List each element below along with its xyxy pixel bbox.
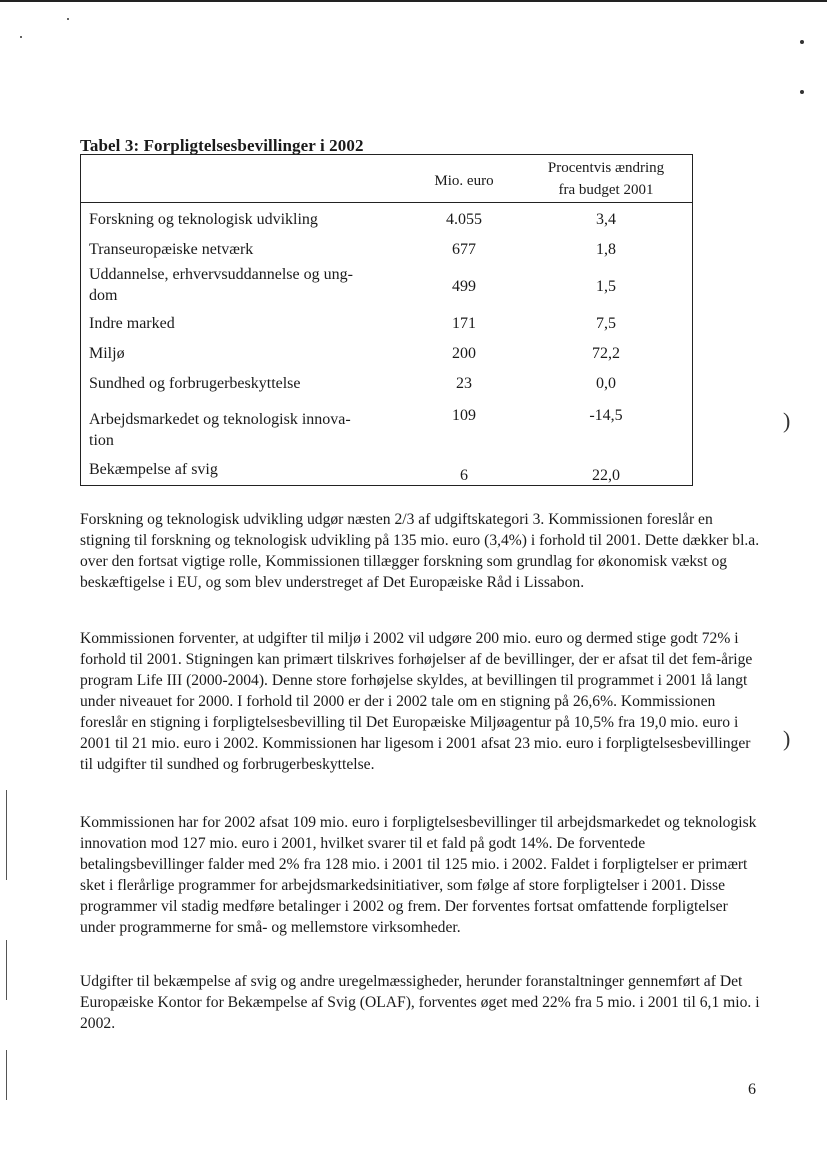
scan-edge-line bbox=[6, 790, 7, 880]
scan-speck bbox=[800, 40, 804, 44]
row-label: Indre marked bbox=[89, 315, 175, 332]
row-label: Forskning og teknologisk udvikling bbox=[89, 211, 318, 228]
scan-speck bbox=[67, 18, 69, 20]
table-row bbox=[81, 313, 692, 337]
paragraph-labour-market: Kommissionen har for 2002 afsat 109 mio. euro i forpligtelsesbevillinger til arbejdsmarkedet og teknologisk innovation mod 127 mio. euro i 2001, hvilket svarer til et fald på godt 14%. De forventede betalingsbevillinger falder med 2% fra 128 mio. i 2001 til 125 mio. i 2002. Faldet i forpligtelser er primært sket i flerårlige programmer for arbejdsmarkedsinitiativer, som følge af store forpligtelser i 2001. Disse programmer vil stadig medføre betalinger i 2002 og frem. Der forventes fortsat omfattende forpligtelser under programmerne for små- og mellemstore virksomheder. bbox=[80, 814, 757, 936]
header-percent-line1: Procentvis ændring bbox=[547, 160, 665, 176]
row-label bbox=[89, 409, 389, 451]
table-row bbox=[81, 239, 692, 263]
scan-edge-line bbox=[6, 1050, 7, 1100]
row-label-line1: Uddannelse, erhvervsuddannelse og ung- bbox=[89, 266, 353, 283]
row-pct: 1,5 bbox=[596, 278, 616, 295]
row-label-line1: Arbejdsmarkedet og teknologisk innova- bbox=[89, 411, 351, 428]
row-mio: 499 bbox=[452, 278, 476, 295]
top-rule bbox=[0, 0, 827, 2]
table-row bbox=[81, 373, 692, 397]
scan-edge-line bbox=[6, 940, 7, 1000]
row-mio: 677 bbox=[452, 241, 476, 258]
page-number: 6 bbox=[748, 1081, 756, 1098]
commitments-table bbox=[80, 154, 693, 486]
row-pct: 3,4 bbox=[596, 211, 616, 228]
paragraph-research: Forskning og teknologisk udvikling udgør næsten 2/3 af udgiftskategori 3. Kommissionen foreslår en stigning til forskning og teknologisk udvikling på 135 mio. euro (3,4%) i forhold til 2001. Dette dækker bl.a. over den fortsat vigtige rolle, Kommissionen tillægger forskning som grundlag for økonomisk vækst og beskæftigelse i EU, og som blev understreget af Det Europæiske Råd i Lissabon. bbox=[80, 511, 760, 591]
table-header bbox=[81, 155, 692, 203]
row-label: Sundhed og forbrugerbeskyttelse bbox=[89, 375, 301, 392]
table-row bbox=[81, 459, 692, 483]
row-pct: 7,5 bbox=[596, 315, 616, 332]
row-mio: 6 bbox=[460, 467, 468, 484]
row-pct: 1,8 bbox=[596, 241, 616, 258]
row-label: Bekæmpelse af svig bbox=[89, 461, 218, 478]
paragraph-environment: Kommissionen forventer, at udgifter til miljø i 2002 vil udgøre 200 mio. euro og dermed stige godt 72% i forhold til 2001. Stigningen kan primært tilskrives forhøjelser af de bevillinger, der er afsat til det fem-årige program Life III (2000-2004). Denne store forhøjelse skyldes, at bevillingen til programmet i 2001 lå langt under niveauet for 2000. I forhold til 2000 er der i 2002 tale om en stigning på 26,6%. Kommissionen foreslår en stigning i forpligtelsesbevilling til Det Europæiske Miljøagentur på 10,5% fra 19,0 mio. euro i 2001 til 21 mio. euro i 2002. Kommissionen har ligesom i 2001 afsat 23 mio. euro i forpligtelsesbevillinger til udgifter til sundhed og forbrugerbeskyttelse. bbox=[80, 630, 753, 773]
table-title: Tabel 3: Forpligtelsesbevillinger i 2002 bbox=[80, 136, 364, 155]
row-mio: 171 bbox=[452, 315, 476, 332]
row-mio: 200 bbox=[452, 345, 476, 362]
row-mio: 4.055 bbox=[446, 211, 482, 228]
row-mio: 109 bbox=[452, 407, 476, 424]
row-mio: 23 bbox=[456, 375, 472, 392]
table-row bbox=[81, 209, 692, 233]
row-pct: 0,0 bbox=[596, 375, 616, 392]
header-mio-euro: Mio. euro bbox=[434, 173, 494, 189]
row-label: Transeuropæiske netværk bbox=[89, 241, 254, 258]
paragraph-fraud: Udgifter til bekæmpelse af svig og andre uregelmæssigheder, herunder foranstaltninger gennemført af Det Europæiske Kontor for Bekæmpelse af Svig (OLAF), forventes øget med 22% fra 5 mio. i 2001 til 6,1 mio. i 2002. bbox=[80, 973, 760, 1032]
row-pct: -14,5 bbox=[589, 407, 623, 424]
scan-speck bbox=[800, 90, 804, 94]
table-row bbox=[81, 405, 692, 449]
row-label-line2: dom bbox=[89, 287, 118, 304]
row-label: Miljø bbox=[89, 345, 125, 362]
margin-bracket: ) bbox=[783, 726, 791, 751]
table-row bbox=[81, 343, 692, 367]
row-pct: 72,2 bbox=[592, 345, 620, 362]
row-pct: 22,0 bbox=[592, 467, 620, 484]
row-label-line2: tion bbox=[89, 432, 114, 449]
header-percent-line2: fra budget 2001 bbox=[558, 182, 654, 198]
margin-bracket: ) bbox=[783, 408, 791, 433]
scan-speck bbox=[20, 36, 22, 38]
table-row bbox=[81, 264, 692, 308]
header-percent-change bbox=[533, 157, 679, 201]
row-label bbox=[89, 264, 389, 306]
